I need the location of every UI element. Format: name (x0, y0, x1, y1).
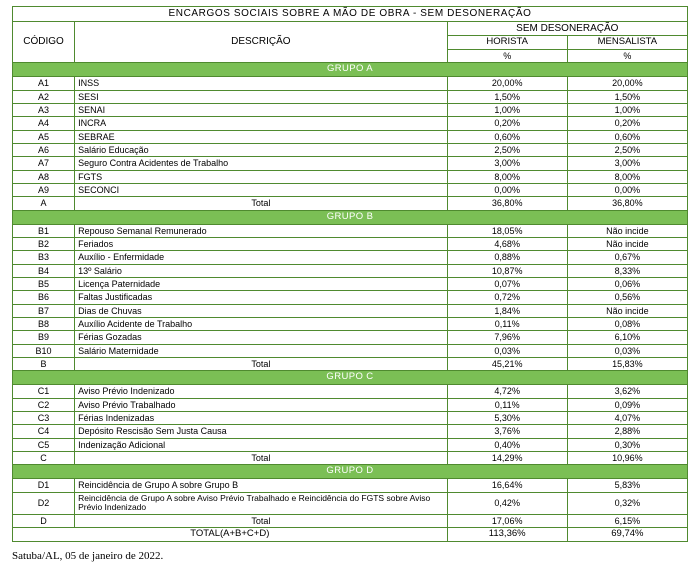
total-horista: 36,80% (447, 197, 567, 210)
row-horista: 0,40% (447, 438, 567, 451)
row-code: A6 (13, 143, 75, 156)
row-mensalista: 0,56% (567, 291, 687, 304)
table-row (13, 438, 688, 451)
row-description: Reincidência de Grupo A sobre Grupo B (75, 479, 448, 492)
row-horista: 0,88% (447, 251, 567, 264)
table-row (13, 425, 688, 438)
row-code: B10 (13, 344, 75, 357)
row-horista: 3,00% (447, 157, 567, 170)
group-total-row (13, 515, 688, 528)
row-horista: 7,96% (447, 331, 567, 344)
table-row (13, 77, 688, 90)
row-description: Reincidência de Grupo A sobre Aviso Prévio Trabalhado e Reincidência do FGTS sobre Aviso Prévio Indenizado (75, 492, 448, 515)
header-codigo: CÓDIGO (13, 21, 75, 63)
row-mensalista: 0,06% (567, 277, 687, 290)
row-horista: 5,30% (447, 411, 567, 424)
row-description: Faltas Justificadas (75, 291, 448, 304)
row-description: Feriados (75, 237, 448, 250)
group-label: GRUPO B (13, 210, 688, 224)
group-header-row (13, 210, 688, 224)
row-horista: 0,00% (447, 183, 567, 196)
row-code: A5 (13, 130, 75, 143)
group-label: GRUPO A (13, 63, 688, 77)
group-label: GRUPO C (13, 371, 688, 385)
total-label: Total (75, 515, 448, 528)
table-row (13, 344, 688, 357)
row-description: Auxílio - Enfermidade (75, 251, 448, 264)
total-horista: 45,21% (447, 357, 567, 370)
group-header-row (13, 465, 688, 479)
total-code: D (13, 515, 75, 528)
total-horista: 17,06% (447, 515, 567, 528)
group-header-row (13, 63, 688, 77)
encargos-sociais-table (12, 6, 688, 542)
row-code: C5 (13, 438, 75, 451)
row-code: B9 (13, 331, 75, 344)
row-mensalista: 0,67% (567, 251, 687, 264)
row-code: C2 (13, 398, 75, 411)
total-label: Total (75, 357, 448, 370)
row-code: A1 (13, 77, 75, 90)
table-row (13, 224, 688, 237)
total-label: Total (75, 197, 448, 210)
table-row (13, 385, 688, 398)
document-title: ENCARGOS SOCIAIS SOBRE A MÃO DE OBRA - SEM DESONERAÇÃO (13, 7, 688, 22)
table-row (13, 103, 688, 116)
row-code: A4 (13, 117, 75, 130)
row-horista: 16,64% (447, 479, 567, 492)
total-code: B (13, 357, 75, 370)
table-row (13, 277, 688, 290)
table-row (13, 90, 688, 103)
header-horista: HORISTA (447, 36, 567, 50)
row-code: A9 (13, 183, 75, 196)
header-mensalista: MENSALISTA (567, 36, 687, 50)
row-horista: 8,00% (447, 170, 567, 183)
row-code: B4 (13, 264, 75, 277)
row-mensalista: 20,00% (567, 77, 687, 90)
total-label: Total (75, 451, 448, 464)
row-horista: 18,05% (447, 224, 567, 237)
row-mensalista: 0,32% (567, 492, 687, 515)
row-horista: 0,11% (447, 398, 567, 411)
row-description: Depósito Rescisão Sem Justa Causa (75, 425, 448, 438)
row-mensalista: 2,88% (567, 425, 687, 438)
row-mensalista: 8,33% (567, 264, 687, 277)
table-row (13, 331, 688, 344)
row-description: Aviso Prévio Trabalhado (75, 398, 448, 411)
header-descricao: DESCRIÇÃO (75, 21, 448, 63)
table-row (13, 117, 688, 130)
total-mensalista: 10,96% (567, 451, 687, 464)
row-horista: 0,60% (447, 130, 567, 143)
total-horista: 14,29% (447, 451, 567, 464)
table-row (13, 492, 688, 515)
row-code: A8 (13, 170, 75, 183)
row-description: SEBRAE (75, 130, 448, 143)
row-code: B1 (13, 224, 75, 237)
table-body (13, 7, 688, 542)
row-horista: 0,11% (447, 317, 567, 330)
table-row (13, 264, 688, 277)
row-code: A3 (13, 103, 75, 116)
row-code: B2 (13, 237, 75, 250)
row-description: Salário Maternidade (75, 344, 448, 357)
row-description: SESI (75, 90, 448, 103)
table-row (13, 317, 688, 330)
row-description: Repouso Semanal Remunerado (75, 224, 448, 237)
group-label: GRUPO D (13, 465, 688, 479)
row-code: D2 (13, 492, 75, 515)
table-title-row (13, 7, 688, 22)
row-horista: 0,03% (447, 344, 567, 357)
row-description: Aviso Prévio Indenizado (75, 385, 448, 398)
grand-total-mensalista: 69,74% (567, 528, 687, 542)
row-mensalista: 0,60% (567, 130, 687, 143)
row-code: B6 (13, 291, 75, 304)
row-mensalista: Não incide (567, 224, 687, 237)
row-description: Férias Indenizadas (75, 411, 448, 424)
row-code: B7 (13, 304, 75, 317)
row-horista: 2,50% (447, 143, 567, 156)
row-description: Seguro Contra Acidentes de Trabalho (75, 157, 448, 170)
row-code: B5 (13, 277, 75, 290)
row-mensalista: Não incide (567, 304, 687, 317)
group-total-row (13, 197, 688, 210)
row-mensalista: 0,09% (567, 398, 687, 411)
row-mensalista: 1,50% (567, 90, 687, 103)
total-mensalista: 15,83% (567, 357, 687, 370)
row-mensalista: 0,08% (567, 317, 687, 330)
row-mensalista: 0,00% (567, 183, 687, 196)
row-mensalista: 4,07% (567, 411, 687, 424)
row-horista: 4,72% (447, 385, 567, 398)
group-header-row (13, 371, 688, 385)
row-description: Auxílio Acidente de Trabalho (75, 317, 448, 330)
row-description: Dias de Chuvas (75, 304, 448, 317)
header-mensalista-percent: % (567, 49, 687, 62)
table-row (13, 170, 688, 183)
row-horista: 1,00% (447, 103, 567, 116)
row-description: Salário Educação (75, 143, 448, 156)
row-description: 13º Salário (75, 264, 448, 277)
row-mensalista: 0,03% (567, 344, 687, 357)
table-row (13, 237, 688, 250)
row-mensalista: 3,00% (567, 157, 687, 170)
row-code: B3 (13, 251, 75, 264)
total-mensalista: 6,15% (567, 515, 687, 528)
row-description: INSS (75, 77, 448, 90)
row-description: SECONCI (75, 183, 448, 196)
row-code: B8 (13, 317, 75, 330)
total-mensalista: 36,80% (567, 197, 687, 210)
table-row (13, 398, 688, 411)
table-row (13, 251, 688, 264)
table-row (13, 411, 688, 424)
row-horista: 0,07% (447, 277, 567, 290)
row-horista: 10,87% (447, 264, 567, 277)
row-code: A7 (13, 157, 75, 170)
row-description: Licença Paternidade (75, 277, 448, 290)
row-horista: 1,84% (447, 304, 567, 317)
group-total-row (13, 451, 688, 464)
row-mensalista: 8,00% (567, 170, 687, 183)
row-mensalista: 2,50% (567, 143, 687, 156)
table-row (13, 130, 688, 143)
row-code: C3 (13, 411, 75, 424)
row-code: D1 (13, 479, 75, 492)
row-horista: 4,68% (447, 237, 567, 250)
table-row (13, 479, 688, 492)
row-code: C4 (13, 425, 75, 438)
table-row (13, 304, 688, 317)
header-row-1 (13, 21, 688, 36)
header-horista-percent: % (447, 49, 567, 62)
row-horista: 20,00% (447, 77, 567, 90)
header-sem-desoneracao: SEM DESONERAÇÃO (447, 21, 687, 36)
row-mensalista: 1,00% (567, 103, 687, 116)
row-horista: 0,72% (447, 291, 567, 304)
table-row (13, 183, 688, 196)
total-code: C (13, 451, 75, 464)
table-row (13, 291, 688, 304)
document-footer: Satuba/AL, 05 de janeiro de 2022. (12, 550, 164, 562)
row-mensalista: 5,83% (567, 479, 687, 492)
row-description: Férias Gozadas (75, 331, 448, 344)
row-mensalista: 6,10% (567, 331, 687, 344)
row-description: INCRA (75, 117, 448, 130)
row-code: C1 (13, 385, 75, 398)
row-description: Indenização Adicional (75, 438, 448, 451)
row-horista: 3,76% (447, 425, 567, 438)
row-horista: 1,50% (447, 90, 567, 103)
row-mensalista: Não incide (567, 237, 687, 250)
grand-total-horista: 113,36% (447, 528, 567, 542)
row-horista: 0,42% (447, 492, 567, 515)
table-row (13, 143, 688, 156)
row-mensalista: 0,30% (567, 438, 687, 451)
grand-total-label: TOTAL(A+B+C+D) (13, 528, 448, 542)
group-total-row (13, 357, 688, 370)
grand-total-row (13, 528, 688, 542)
table-row (13, 157, 688, 170)
row-horista: 0,20% (447, 117, 567, 130)
total-code: A (13, 197, 75, 210)
row-mensalista: 3,62% (567, 385, 687, 398)
row-mensalista: 0,20% (567, 117, 687, 130)
row-description: FGTS (75, 170, 448, 183)
row-description: SENAI (75, 103, 448, 116)
row-code: A2 (13, 90, 75, 103)
